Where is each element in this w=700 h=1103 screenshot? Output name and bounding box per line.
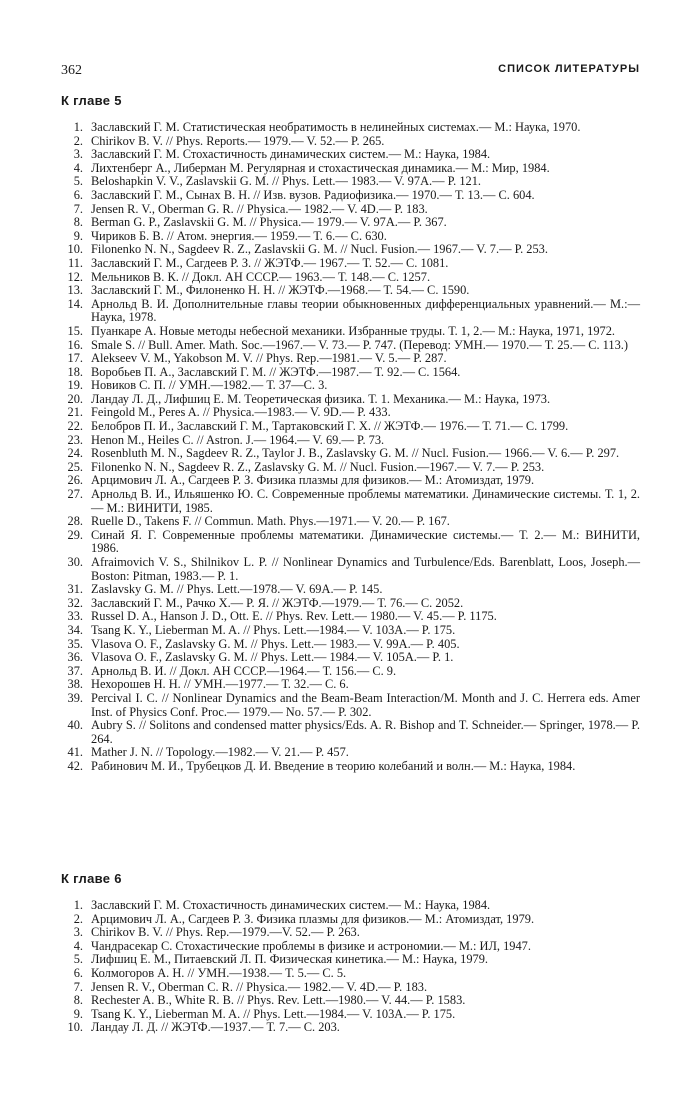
reference-item: [61, 474, 640, 488]
reference-number: 17.: [67, 351, 83, 366]
reference-number: 3.: [73, 925, 83, 940]
reference-text: Feingold M., Peres A. // Physica.—1983.— V. 9D.— P. 433.: [91, 405, 391, 420]
reference-text: Tsang K. Y., Lieberman M. A. // Phys. Lett.—1984.— V. 103A.— P. 175.: [91, 622, 456, 637]
reference-item: [61, 203, 640, 217]
reference-text: Henon M., Heiles C. // Astron. J.— 1964.— V. 69.— P. 73.: [91, 432, 385, 447]
reference-text: Заславский Г. М., Рачко Х.— Р. Я. // ЖЭТФ.—1979.— Т. 76.— С. 2052.: [91, 595, 464, 610]
reference-text: Новиков С. П. // УМН.—1982.— Т. 37—С. 3.: [91, 378, 328, 393]
reference-number: 42.: [67, 758, 83, 773]
reference-item: [61, 339, 640, 353]
reference-item: [61, 175, 640, 189]
reference-number: 11.: [67, 255, 83, 270]
reference-item: [61, 913, 640, 927]
reference-number: 1.: [73, 898, 83, 912]
reference-item: [61, 515, 640, 529]
reference-text: Арнольд В. И. Дополнительные главы теории обыкновенных дифференциальных уравнений.— М.:—Наука, 1978.: [91, 296, 640, 325]
reference-number: 19.: [67, 378, 83, 393]
reference-number: 31.: [67, 582, 83, 597]
reference-item: [61, 583, 640, 597]
reference-number: 2.: [73, 133, 83, 148]
reference-number: 37.: [67, 663, 83, 678]
reference-number: 39.: [67, 690, 83, 705]
section-chapter-5: [61, 93, 640, 774]
reference-text: Заславский Г. М. Стохастичность динамических систем.— М.: Наука, 1984.: [91, 898, 491, 912]
reference-item: [61, 148, 640, 162]
reference-number: 9.: [73, 228, 83, 243]
reference-number: 7.: [73, 979, 83, 994]
reference-number: 12.: [67, 269, 83, 284]
reference-item: [61, 379, 640, 393]
reference-item: [61, 899, 640, 913]
reference-text: Ruelle D., Takens F. // Commun. Math. Phys.—1971.— V. 20.— P. 167.: [91, 514, 450, 529]
reference-item: [61, 953, 640, 967]
reference-item: [61, 719, 640, 746]
reference-number: 1.: [73, 120, 83, 134]
reference-text: Filonenko N. N., Sagdeev R. Z., Zaslavsky G. M. // Nucl. Fusion.—1967.— V. 7.— P. 253.: [91, 459, 545, 474]
reference-number: 35.: [67, 636, 83, 651]
reference-text: Ландау Л. Д. // ЖЭТФ.—1937.— Т. 7.— С. 203.: [91, 1020, 340, 1035]
reference-item: [61, 760, 640, 774]
reference-item: [61, 406, 640, 420]
reference-item: [61, 434, 640, 448]
reference-text: Rechester A. B., White R. B. // Phys. Rev. Lett.—1980.— V. 44.— P. 1583.: [91, 993, 466, 1008]
reference-item: [61, 692, 640, 719]
reference-number: 32.: [67, 595, 83, 610]
reference-number: 9.: [73, 1006, 83, 1021]
reference-item: [61, 393, 640, 407]
reference-item: [61, 230, 640, 244]
reference-text: Smale S. // Bull. Amer. Math. Soc.—1967.— V. 73.— P. 747. (Перевод: УМН.— 1970.— Т. 25.— С. 113.): [91, 337, 629, 352]
reference-text: Мельников В. К. // Докл. АН СССР.— 1963.— Т. 148.— С. 1257.: [91, 269, 431, 284]
reference-item: [61, 967, 640, 981]
reference-list: [61, 899, 640, 1035]
reference-text: Заславский Г. М., Филоненко Н. Н. // ЖЭТФ.—1968.— Т. 54.— С. 1590.: [91, 283, 470, 298]
reference-item: [61, 665, 640, 679]
reference-number: 27.: [67, 487, 83, 502]
reference-text: Заславский Г. М. Стохастичность динамических систем.— М.: Наука, 1984.: [91, 147, 491, 162]
reference-text: Chirikov B. V. // Phys. Rep.—1979.—V. 52.— P. 263.: [91, 925, 360, 940]
reference-item: [61, 610, 640, 624]
reference-number: 24.: [67, 446, 83, 461]
reference-text: Чандрасекар С. Стохастические проблемы в физике и астрономии.— М.: ИЛ, 1947.: [91, 938, 531, 953]
reference-number: 28.: [67, 514, 83, 529]
reference-number: 14.: [67, 296, 83, 311]
reference-number: 40.: [67, 718, 83, 733]
reference-number: 10.: [67, 1020, 83, 1035]
reference-text: Синай Я. Г. Современные проблемы математики. Динамические системы.— Т. 2.— М.: ВИНИТИ, 1986.: [91, 527, 640, 556]
reference-item: [61, 638, 640, 652]
reference-item: [61, 189, 640, 203]
reference-text: Rosenbluth M. N., Sagdeev R. Z., Taylor J. B., Zaslavsky G. M. // Nucl. Fusion.— 1966.— V. 6.— P. 297.: [91, 446, 620, 461]
running-title: СПИСОК ЛИТЕРАТУРЫ: [498, 63, 640, 75]
reference-number: 4.: [73, 160, 83, 175]
reference-text: Пуанкаре А. Новые методы небесной механики. Избранные труды. Т. 1, 2.— М.: Наука, 1971, 1972.: [91, 323, 616, 338]
reference-item: [61, 597, 640, 611]
page-number: 362: [61, 63, 82, 78]
reference-number: 30.: [67, 555, 83, 569]
section-heading: К главе 5: [61, 93, 122, 108]
reference-number: 18.: [67, 364, 83, 379]
reference-number: 34.: [67, 622, 83, 637]
reference-number: 41.: [67, 745, 83, 760]
page-header: [61, 63, 640, 81]
reference-number: 4.: [73, 938, 83, 953]
reference-number: 8.: [73, 993, 83, 1008]
reference-text: Ландау Л. Д., Лифшиц Е. М. Теоретическая физика. Т. 1. Механика.— М.: Наука, 1973.: [91, 391, 551, 406]
reference-number: 5.: [73, 174, 83, 189]
reference-item: [61, 461, 640, 475]
reference-number: 16.: [67, 337, 83, 352]
reference-number: 15.: [67, 323, 83, 338]
reference-text: Vlasova O. F., Zaslavsky G. M. // Phys. Lett.— 1983.— V. 99A.— P. 405.: [91, 636, 460, 651]
reference-text: Beloshapkin V. V., Zaslavskii G. M. // Phys. Lett.— 1983.— V. 97A.— P. 121.: [91, 174, 481, 189]
reference-number: 13.: [67, 283, 83, 298]
reference-text: Russel D. A., Hanson J. D., Ott. E. // Phys. Rev. Lett.— 1980.— V. 45.— P. 1175.: [91, 609, 497, 624]
reference-item: [61, 271, 640, 285]
reference-item: [61, 135, 640, 149]
reference-text: Рабинович М. И., Трубецков Д. И. Введение в теорию колебаний и волн.— М.: Наука, 1984.: [91, 758, 576, 773]
reference-text: Чириков Б. В. // Атом. энергия.— 1959.— Т. 6.— С. 630.: [91, 228, 387, 243]
reference-item: [61, 678, 640, 692]
reference-item: [61, 366, 640, 380]
reference-number: 25.: [67, 459, 83, 474]
reference-item: [61, 556, 640, 583]
reference-text: Berman G. P., Zaslavskii G. M. // Physica.— 1979.— V. 97A.— P. 367.: [91, 215, 447, 230]
reference-item: [61, 162, 640, 176]
reference-text: Chirikov B. V. // Phys. Reports.— 1979.— V. 52.— P. 265.: [91, 133, 385, 148]
reference-item: [61, 926, 640, 940]
reference-number: 21.: [67, 405, 83, 420]
reference-item: [61, 994, 640, 1008]
reference-text: Колмогоров А. Н. // УМН.—1938.— Т. 5.— С. 5.: [91, 965, 347, 980]
reference-item: [61, 651, 640, 665]
reference-item: [61, 1008, 640, 1022]
reference-text: Лифшиц Е. М., Питаевский Л. П. Физическая кинетика.— М.: Наука, 1979.: [91, 952, 489, 967]
reference-text: Jensen R. V., Oberman C. R. // Physica.— 1982.— V. 4D.— P. 183.: [91, 979, 428, 994]
reference-number: 20.: [67, 391, 83, 406]
reference-number: 6.: [73, 187, 83, 202]
reference-number: 29.: [67, 527, 83, 542]
reference-text: Percival I. C. // Nonlinear Dynamics and the Beam-Beam Interaction/M. Month and J. C. Herrera eds. Amer Inst. of Physics Conf. Proc.— 1979.— No. 57.— P. 302.: [91, 690, 640, 719]
reference-list: [61, 121, 640, 774]
reference-text: Заславский Г. М., Сагдеев Р. З. // ЖЭТФ.— 1967.— Т. 52.— С. 1081.: [91, 255, 449, 270]
reference-item: [61, 940, 640, 954]
reference-text: Vlasova O. F., Zaslavsky G. M. // Phys. Lett.— 1984.— V. 105A.— P. 1.: [91, 650, 454, 665]
section-chapter-6: [61, 871, 640, 1035]
reference-number: 3.: [73, 147, 83, 162]
reference-text: Заславский Г. М. Статистическая необратимость в нелинейных системах.— М.: Наука, 1970.: [91, 120, 581, 134]
reference-item: [61, 257, 640, 271]
reference-text: Filonenko N. N., Sagdeev R. Z., Zaslavskii G. M. // Nucl. Fusion.— 1967.— V. 7.— P. 253.: [91, 242, 548, 257]
reference-number: 33.: [67, 609, 83, 624]
reference-item: [61, 352, 640, 366]
reference-number: 8.: [73, 215, 83, 230]
reference-item: [61, 243, 640, 257]
reference-number: 10.: [67, 242, 83, 257]
reference-item: [61, 981, 640, 995]
reference-number: 5.: [73, 952, 83, 967]
reference-text: Арцимович Л. А., Сагдеев Р. З. Физика плазмы для физиков.— М.: Атомиздат, 1979.: [91, 473, 535, 488]
reference-text: Afraimovich V. S., Shilnikov L. P. // Nonlinear Dynamics and Turbulence/Eds. Barenblatt, Loos, Joseph.— Boston: Pitman, 1983.— P. 1.: [91, 555, 640, 583]
reference-text: Нехорошев Н. Н. // УМН.—1977.— Т. 32.— С. 6.: [91, 677, 349, 692]
reference-item: [61, 298, 640, 325]
reference-item: [61, 284, 640, 298]
reference-number: 36.: [67, 650, 83, 665]
reference-item: [61, 216, 640, 230]
reference-text: Арнольд В. И. // Докл. АН СССР.—1964.— Т. 156.— С. 9.: [91, 663, 397, 678]
reference-text: Белобров П. И., Заславский Г. М., Тартаковский Г. Х. // ЖЭТФ.— 1976.— Т. 71.— С. 1799.: [91, 419, 569, 434]
reference-text: Лихтенберг А., Либерман М. Регулярная и стохастическая динамика.— М.: Мир, 1984.: [91, 160, 550, 175]
reference-text: Jensen R. V., Oberman G. R. // Physica.— 1982.— V. 4D.— P. 183.: [91, 201, 428, 216]
reference-text: Aubry S. // Solitons and condensed matter physics/Eds. A. R. Bishop and T. Schneider.— Springer, 1978.— P. 264.: [91, 718, 640, 746]
reference-item: [61, 529, 640, 556]
reference-text: Арцимович Л. А., Сагдеев Р. З. Физика плазмы для физиков.— М.: Атомиздат, 1979.: [91, 911, 535, 926]
reference-item: [61, 488, 640, 515]
reference-text: Заславский Г. М., Сынах В. Н. // Изв. вузов. Радиофизика.— 1970.— Т. 13.— С. 604.: [91, 187, 535, 202]
reference-number: 26.: [67, 473, 83, 488]
reference-item: [61, 121, 640, 135]
reference-item: [61, 746, 640, 760]
reference-item: [61, 624, 640, 638]
reference-text: Воробьев П. А., Заславский Г. М. // ЖЭТФ.—1987.— Т. 92.— С. 1564.: [91, 364, 461, 379]
reference-item: [61, 447, 640, 461]
reference-number: 2.: [73, 911, 83, 926]
reference-number: 22.: [67, 419, 83, 434]
section-heading: К главе 6: [61, 871, 122, 886]
reference-item: [61, 1021, 640, 1035]
reference-text: Tsang K. Y., Lieberman M. A. // Phys. Lett.—1984.— V. 103A.— P. 175.: [91, 1006, 456, 1021]
reference-item: [61, 325, 640, 339]
reference-text: Alekseev V. M., Yakobson M. V. // Phys. Rep.—1981.— V. 5.— P. 287.: [91, 351, 447, 366]
reference-item: [61, 420, 640, 434]
reference-text: Арнольд В. И., Ильяшенко Ю. С. Современные проблемы математики. Динамические системы. Т. 1, 2.— М.: ВИНИТИ, 1985.: [91, 487, 640, 515]
reference-number: 38.: [67, 677, 83, 692]
reference-number: 23.: [67, 432, 83, 447]
reference-number: 7.: [73, 201, 83, 216]
reference-text: Mather J. N. // Topology.—1982.— V. 21.— P. 457.: [91, 745, 349, 760]
reference-number: 6.: [73, 965, 83, 980]
reference-text: Zaslavsky G. M. // Phys. Lett.—1978.— V. 69A.— P. 145.: [91, 582, 383, 597]
